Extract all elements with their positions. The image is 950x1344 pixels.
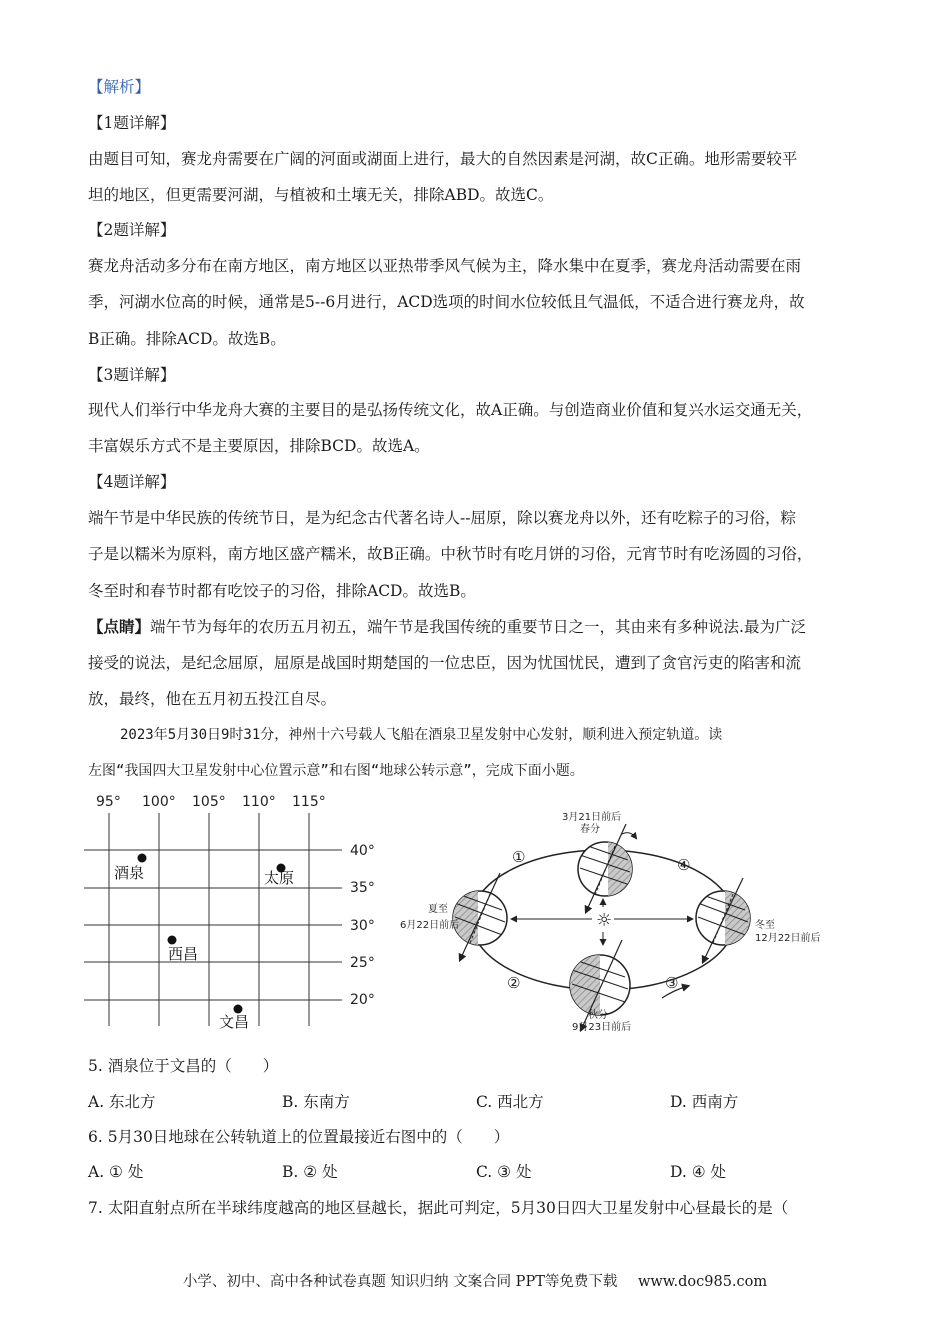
lon-label: 110° [242,794,276,810]
marker-4: ④ [677,856,691,874]
earth-revolution-diagram [400,800,820,1038]
q3-line: 丰富娱乐方式不是主要原因，排除BCD。故选A。 [88,437,430,455]
q5-option-c[interactable]: C. 西北方 [476,1093,544,1111]
q5-option-d[interactable]: D. 西南方 [670,1093,739,1111]
lon-label: 115° [292,794,326,810]
lon-label: 100° [142,794,176,810]
sun-icon: ☼ [596,910,613,931]
q2-title: 【2题详解】 [88,221,176,239]
earth-spring [578,824,636,912]
autumn-date: 9月23日前后 [572,1022,632,1033]
q6-option-c[interactable]: C. ③ 处 [476,1163,532,1181]
summer-date: 6月22日前后 [400,920,460,931]
dianjing-tag: 【点睛】 [88,617,151,636]
q3-line: 现代人们举行中华龙舟大赛的主要目的是弘扬传统文化，故A正确。与创造商业价值和复兴水运交通无关， [88,401,813,419]
site-label-jiuquan: 酒泉 [114,864,145,882]
lon-label: 95° [96,794,121,810]
site-label-taiyuan: 太原 [264,869,295,887]
lat-label: 35° [350,880,375,896]
lat-label: 25° [350,955,375,971]
winter-name: 冬至 [755,920,775,931]
spring-name: 春分 [580,824,600,835]
lat-label: 40° [350,843,375,859]
q6-option-b[interactable]: B. ② 处 [282,1163,338,1181]
summer-name: 夏至 [428,904,448,915]
site-dot-jiuquan [138,854,147,863]
q4-line: 端午节是中华民族的传统节日，是为纪念古代著名诗人--屈原，除以赛龙舟以外，还有吃粽子的习俗，粽 [88,509,796,527]
question-5-stem: 5. 酒泉位于文昌的（ ） [88,1057,279,1075]
q6-option-d[interactable]: D. ④ 处 [670,1163,727,1181]
q2-line: 季，河湖水位高的时候，通常是5--6月进行，ACD选项的时间水位较低且气温低，不适合进行赛龙舟，故 [88,293,805,311]
analysis-heading: 【解析】 [88,78,151,96]
lat-label: 20° [350,992,375,1008]
q2-line: 赛龙舟活动多分布在南方地区，南方地区以亚热带季风气候为主，降水集中在夏季，赛龙舟活动需要在雨 [88,257,802,275]
q1-line: 坦的地区，但更需要河湖，与植被和土壤无关，排除ABD。故选C。 [88,186,554,204]
question-6-stem: 6. 5月30日地球在公转轨道上的位置最接近右图中的（ ） [88,1128,510,1146]
q1-title: 【1题详解】 [88,114,176,132]
intro-line: 2023年5月30日9时31分，神州十六号载人飞船在酒泉卫星发射中心发射，顺利进入预定轨道。读 [120,727,723,743]
marker-3: ③ [665,974,679,992]
page-footer [0,1270,950,1291]
q3-title: 【3题详解】 [88,366,176,384]
earth-summer [452,873,507,960]
q4-line: 子是以糯米为原料，南方地区盛产糯米，故B正确。中秋节时有吃月饼的习俗，元宵节时有吃汤圆的习俗， [88,545,813,563]
site-label-xichang: 西昌 [168,945,199,963]
dianjing-line: 接受的说法，是纪念屈原，屈原是战国时期楚国的一位忠臣，因为忧国忧民，遭到了贪官污吏的陷害和流 [88,654,802,672]
q6-option-a[interactable]: A. ① 处 [88,1163,144,1181]
dianjing-text: 端午节为每年的农历五月初五，端午节是我国传统的重要节日之一，其由来有多种说法.最为广泛 [150,618,806,636]
winter-date: 12月22日前后 [755,933,820,944]
q5-option-b[interactable]: B. 东南方 [282,1093,350,1111]
marker-2: ② [507,974,521,992]
autumn-name: 秋分 [588,1010,608,1021]
site-dot-xichang [168,936,177,945]
intro-line: 左图“我国四大卫星发射中心位置示意”和右图“地球公转示意”，完成下面小题。 [88,763,584,779]
footer-link[interactable]: www.doc985.com [637,1274,768,1290]
q2-line: B正确。排除ACD。故选B。 [88,330,286,348]
q4-title: 【4题详解】 [88,473,176,491]
spring-date: 3月21日前后 [562,812,622,823]
q5-option-a[interactable]: A. 东北方 [88,1093,156,1111]
q4-line: 冬至时和春节时都有吃饺子的习俗，排除ACD。故选B。 [88,582,476,600]
question-7-stem: 7. 太阳直射点所在半球纬度越高的地区昼越长，据此可判定，5月30日四大卫星发射中心昼最长的是（ [88,1199,789,1217]
lon-label: 105° [192,794,226,810]
footer-text: 小学、初中、高中各种试卷真题 知识归纳 文案合同 PPT等免费下载 [182,1274,618,1290]
q1-line: 由题目可知，赛龙舟需要在广阔的河面或湖面上进行，最大的自然因素是河湖，故C正确。地形需要较平 [88,150,798,168]
lat-label: 30° [350,918,375,934]
marker-1: ① [512,848,526,866]
dianjing-line: 放，最终，他在五月初五投江自尽。 [88,690,337,708]
dianjing-line [88,616,868,638]
launch-center-map [80,788,390,1038]
site-label-wenchang: 文昌 [219,1013,250,1031]
